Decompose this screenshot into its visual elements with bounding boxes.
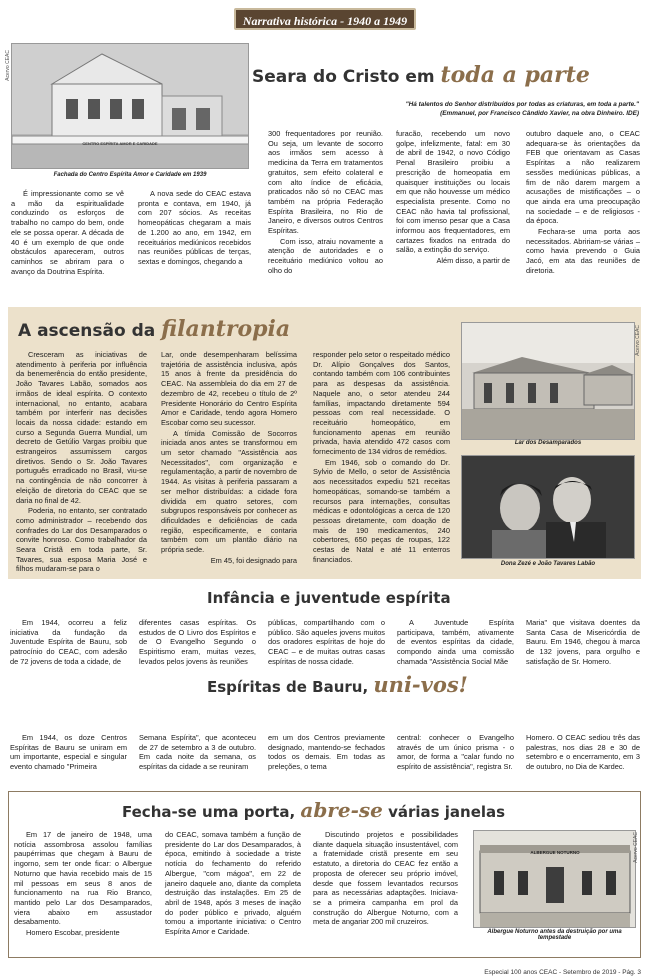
emmanuel-quote	[300, 100, 639, 118]
s1-col1-text: É impressionante como se vê a mão da espiritualidade conduzindo os esforços de trabalho no campo do bem, onde ele se possa operar. A década de 40 é um exemplo de que onde obstáculos apareceram, outros caminhos se abriram para o avanço da Doutrina Espírita.	[11, 189, 124, 276]
filantropia-title-accent: filantropia	[161, 316, 291, 342]
filantropia-title-plain: A ascensão da	[18, 321, 162, 341]
filantropia-title	[18, 316, 290, 342]
photo-credit: Acervo CEAC	[5, 50, 11, 81]
s3-col1	[10, 618, 127, 667]
s4-col5-text: Homero. O CEAC sediou três das palestras, nos dias 28 e 30 de setembro e o encerramento, em 3 de outubro, no Dia de Kardec.	[526, 733, 640, 772]
s3-col3-text: públicas, compartilhando com o público. São aqueles jovens muitos dos oradores espíritas de hoje do CEAC – e de muitas outras casas espíritas de nossa cidade.	[268, 618, 385, 666]
s1-col4	[396, 129, 510, 266]
s2-col2-text: Lar, onde desempenharam belíssima trajetória de assistência inclusiva, após 15 anos à frente da presidência do CEAC. Na assembleia do dia em 27 de dezembro de 42, recebeu o título de 2º Presidente Honorário do Centro Espírita Amor e Caridade, tendo agora Homero Escobar como seu sucessor.	[161, 350, 297, 427]
s5-col2	[165, 830, 301, 937]
photo-credit-2: Acervo CEAC	[635, 325, 641, 356]
s1-col3	[268, 129, 383, 276]
s2-col1-text-b: Poderia, no entanto, ser contratado como administrador – recebendo dos confrades do Lar dos Desamparados o convite honroso. Como trabalhador da Seara Cristã em toda parte, Sr. Tavares, sua esposa Maria José e filhos mudaram-se para o	[16, 506, 147, 574]
seara-title-plain: Seara do Cristo em	[252, 67, 441, 87]
s3-col4-text: A Juventude Espírita participava, também, ativamente de eventos espíritas da cidade, compondo ainda uma comissão chamada "Assistência Social Mãe	[397, 618, 514, 666]
s1-col4-text-b: Além disso, a partir de	[436, 256, 510, 266]
s4-col5	[526, 733, 640, 772]
s2-col2	[161, 350, 297, 565]
s5-col1	[14, 830, 152, 938]
lar-caption: Lar dos Desamparados	[514, 440, 582, 446]
albergue-caption: Albergue Noturno antes da destruição por uma tempestade	[487, 929, 622, 941]
janelas-title-accent: abre-se	[300, 798, 383, 822]
janelas-title-plain-1: Fecha-se uma porta,	[122, 803, 301, 821]
s5-col1-text: Em 17 de janeiro de 1948, uma notícia assombrosa assolou famílias paupérrimas que chegam à Bauru de ingorno, sem ter onde ficar: o Albergue Noturno que havia recebido mais de 15 mil pessoas em seus 8 anos de funcionamento na rua Rio Branco, mantido pelo Lar dos Desamparados, viera abaixo em assustador desabamento.	[14, 830, 152, 927]
s4-col4	[397, 733, 514, 772]
s2-col2-text-b: A tímida Comissão de Socorros iniciada anos antes se transformou em um setor chamado "Assistência aos Necessitados", com organização e regulamentação, a partir de novembro de 1944. As visitas à periferia passaram a ser melhor distribuídas: a cidade fora dividida em quatro setores, com subgrupos responsáveis por conhecer as dificuldades e deficiências de cada região, especificamente, e contaria também com um plantão diário na própria sede.	[161, 428, 297, 555]
s1-col5	[526, 129, 640, 276]
s1-col4-text: furacão, recebendo um novo golpe, infelizmente, fatal: em 30 de abril de 1942, o novo Código Penal Brasileiro proibiu a prescrição de homeopatia em quaisquer instituições ou locais em que não houvesse um médico especialista presente. Como no CEAC não havia tal profissional, foi com imenso pesar que a Casa informou aos frequentadores, em cartazes fixados na entrada do salão, a extinção do serviço.	[396, 129, 510, 255]
ceac-facade-photo	[11, 43, 249, 169]
bauru-title-accent: uni-vos!	[373, 672, 468, 697]
bauru-title-plain: Espíritas de Bauru,	[207, 678, 374, 696]
seara-title	[252, 62, 590, 88]
s4-col2	[139, 733, 256, 772]
infancia-title: Infância e juventude espírita	[207, 589, 451, 607]
quote-line-1: "Há talentos do Senhor distribuídos por todas as criaturas, em toda a parte."	[405, 101, 639, 108]
photo-credit-3: Acervo CEAC	[633, 832, 639, 863]
s4-col3	[268, 733, 385, 772]
s4-col4-text: central: conhecer o Evangelho através de um único prisma - o amor, de forma a "calar fundo no espírito de assistência", registra Sr.	[397, 733, 514, 772]
seara-title-accent: toda a parte	[440, 62, 590, 88]
s2-col1-text: Cresceram as iniciativas de atendimento à periferia por influência da benemerência do então presidente, João Tavares Labão, somados aos irmãos de ideal espírita. O contexto internacional, no entanto, acabara também por interferir nas decisões locais da nossa cidade: estando em curso a Segunda Guerra Mundial, um decreto de Getúlio Vargas proibiu que estrangeiros assumissem cargos diretivos. Sendo o Sr. João Tavares português erradicado no Brasil, viu-se na contingência de não concorrer à eleição de diretoria do CEAC que se daria no final de 42.	[16, 350, 147, 505]
tavares-couple-photo	[461, 455, 635, 559]
albergue-photo	[473, 830, 636, 928]
s1-col3-text: 300 frequentadores por reunião. Ou seja, um levante de socorro aos irmãos sem acesso à medicina da Terra em tratamentos gratuitos, sem efeito colateral e com alto índice de eficácia, praticados não só no CEAC mas também na própria Federação Espírita Brasileira, no Rio de Janeiro, e diversos outros Centros Espíritas.	[268, 129, 383, 236]
s5-col1-text-b: Homero Escobar, presidente	[26, 928, 120, 938]
s5-col2-text: do CEAC, somava também a função de presidente do Lar dos Desamparados, à época, emitindo à sociedade a triste notícia do fechamento do referido Albergue, "com mágoa", em 22 de janeiro daquele ano, diante da completa destruição das instalações. Em 25 de abril de 1948, após 3 meses de inação do poder público e privado, alguém tomou a importante iniciativa: o Centro Espírita Amor e Caridade.	[165, 830, 301, 937]
s3-col1-text: Em 1944, ocorreu a feliz iniciativa da fundação da Juventude Espírita de Bauru, sob patrocínio do CEAC, com adesão de 72 jovens de toda a cidade, de	[10, 618, 127, 666]
facade-caption: Fachada do Centro Espírita Amor e Caridade em 1939	[53, 172, 207, 178]
bauru-title	[207, 672, 468, 697]
s5-col3-text: Discutindo projetos e possibilidades diante daquela situação insustentável, com a fraternidade cristã presente em seu estatuto, a diretoria do CEAC fez então a proposta de oferecer seu próprio imóvel, desde que fossem levantados recursos para as necessárias adaptações. Iniciava-se a primeira campanha em prol da construção do Albergue Noturno, com a meta de angariar 200 mil cruzeiros.	[313, 830, 458, 927]
s5-col3	[313, 830, 458, 927]
s1-col3-text-b: Com isso, atraiu novamente a atenção de autoridades e o receituário mediúnico voltou ao olho do	[268, 236, 383, 275]
s2-col3-text-b: Em 1946, sob o comando do Dr. Sylvio de Mello, o setor de Assistência aos necessitados expediu 521 receitas homeopáticas, somando-se também a recursos para internações, consultas médicas e odontológicas a cerca de 120 pessoas diretamente, com doação de mais de 190 medicamentos, 240 cobertores, 650 peças de roupas, 122 cestas de Natal e até 11 enterros financiados.	[313, 457, 450, 564]
s2-col3-text: responder pelo setor o respeitado médico Dr. Alípio Gonçalves dos Santos, contando também com 106 contribuintes para as despesas da assistência. Naquele ano, o setor atendeu 244 famílias, impactando diretamente 594 pessoas com real necessidade. O receituário homeopático, em funcionamento apenas em reunião privada, havia atendido 472 casos com fornecimento de 134 vidros de remédios.	[313, 350, 450, 457]
s1-col2	[138, 189, 251, 267]
s4-col3-text: em um dos Centros previamente designado, mantendo-se fechados todos os demais. Em todas as preleções, o tema	[268, 733, 385, 772]
s4-col1	[10, 733, 127, 772]
s1-col5-text: outubro daquele ano, o CEAC adequara-se às orientações da FEB que orientavam as Casas Espíritas a não realizarem sessões mediúnicas públicas, a fim de não darem margem a acusações de mistificações – o que ainda era uma preocupação na sociedade – e de religiosos - da época.	[526, 129, 640, 226]
lar-desamparados-photo	[461, 322, 635, 440]
s2-col1	[16, 350, 147, 574]
s2-col3	[313, 350, 450, 564]
facade-sign: CENTRO ESPÍRITA AMOR E CARIDADE	[82, 141, 158, 146]
s2-col2-text-c: Em 45, foi designado para	[210, 555, 297, 565]
section-banner: Narrativa histórica - 1940 a 1949	[234, 8, 416, 30]
s3-col5	[526, 618, 640, 667]
s1-col1	[11, 189, 124, 276]
janelas-title	[122, 798, 505, 822]
s1-col5-text-b: Fechara-se uma porta aos necessitados. Abririam-se várias – como havia prevendo o Guia Jacó, em ata das reuniões de diretoria.	[526, 227, 640, 275]
s1-col2-text: A nova sede do CEAC estava pronta e contava, em 1940, já com 207 sócios. As receitas homeopáticas chegaram a mais de 1.200 ao ano, em 1942, em receituários mediúnicos recebidos nas reuniões públicas de terças, sextas e domingos, chegando a	[138, 189, 251, 266]
s4-col2-text: Semana Espírita", que aconteceu de 27 de setembro a 3 de outubro. Em cada noite da semana, os espíritas da cidade a se reuniram	[139, 733, 256, 772]
s4-col1-text: Em 1944, os doze Centros Espíritas de Bauru se uniram em um importante, especial e singular evento chamado "Primeira	[10, 733, 127, 772]
janelas-title-plain-2: várias janelas	[382, 803, 506, 821]
albergue-sign: ALBERGUE NOTURNO	[530, 850, 580, 855]
quote-line-2: (Emmanuel, por Francisco Cândido Xavier, na obra Dinheiro. IDE)	[440, 110, 639, 117]
s3-col2	[139, 618, 256, 667]
s3-col4	[397, 618, 514, 667]
page-footer: Especial 100 anos CEAC - Setembro de 2019 - Pág. 3	[484, 969, 641, 976]
tavares-caption: Dona Zezé e João Tavares Labão	[500, 561, 596, 567]
s3-col3	[268, 618, 385, 667]
s3-col2-text: diferentes casas espíritas. Os estudos de O Livro dos Espíritos e de O Evangelho Segundo o Espiritismo eram, muitas vezes, levados pelos jovens às reuniões	[139, 618, 256, 666]
s3-col5-text: Maria" que visitava doentes da Santa Casa de Misericórdia de Bauru. Em 1946, chegou à marca de 132 jovens, para orgulho e satisfação de Sr. Homero.	[526, 618, 640, 666]
